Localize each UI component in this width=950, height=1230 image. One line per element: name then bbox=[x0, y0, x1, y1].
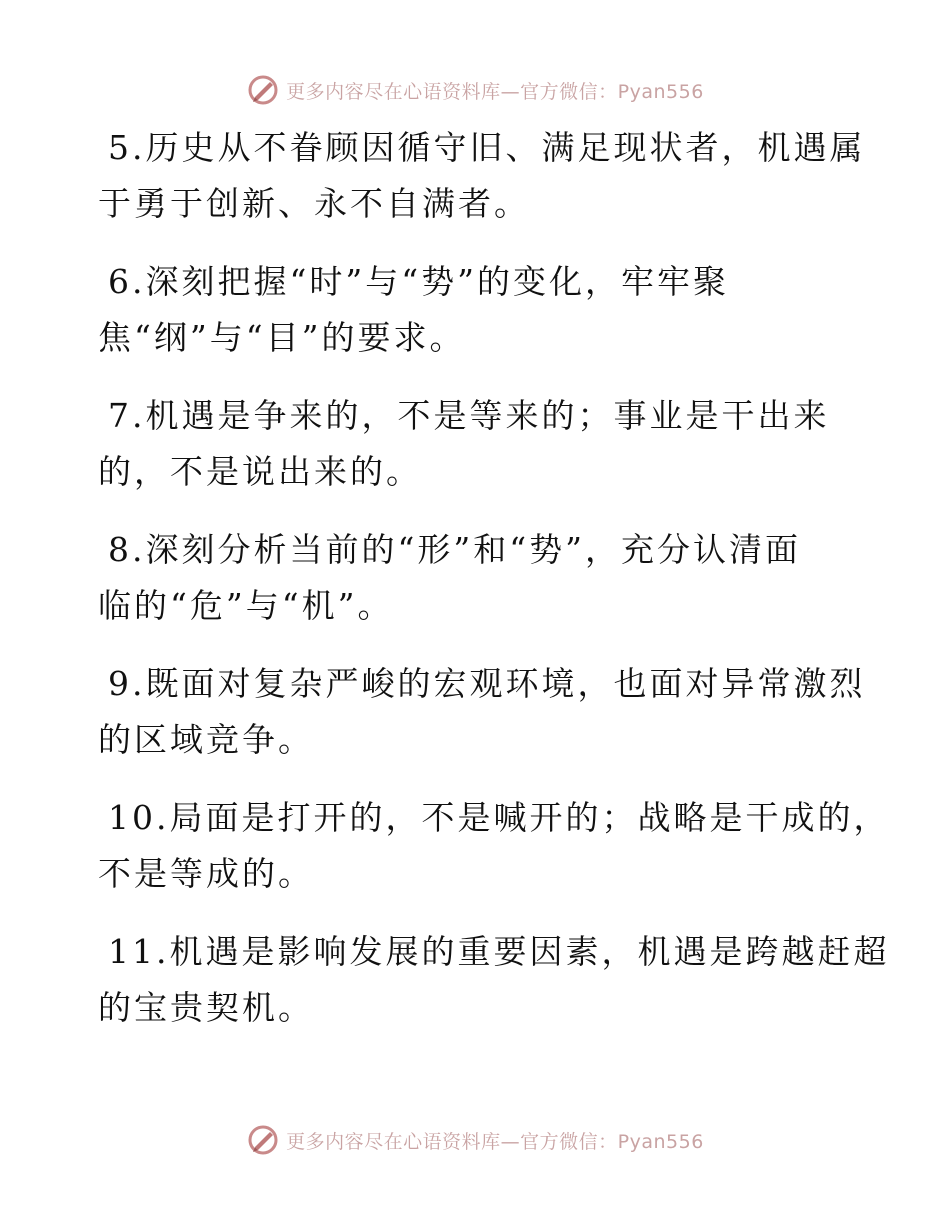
list-item bbox=[98, 120, 866, 232]
paragraph-line: 11.机遇是影响发展的重要因素，机遇是跨越赶超 bbox=[108, 932, 890, 971]
header-watermark bbox=[0, 70, 950, 110]
paragraph-line: 焦“纲”与“目”的要求。 bbox=[98, 318, 466, 357]
paragraph-line: 9.既面对复杂严峻的宏观环境，也面对异常激烈 bbox=[108, 664, 866, 703]
pen-circle-logo-icon bbox=[246, 1123, 280, 1157]
paragraph-line: 6.深刻把握“时”与“势”的变化，牢牢聚 bbox=[108, 262, 729, 301]
list-item bbox=[98, 522, 858, 634]
list-item bbox=[98, 790, 890, 902]
paragraph-line: 10.局面是打开的，不是喊开的；战略是干成的， bbox=[108, 798, 890, 837]
list-item bbox=[98, 254, 858, 366]
paragraph-line: 5.历史从不眷顾因循守旧、满足现状者，机遇属 bbox=[108, 128, 866, 167]
document-body bbox=[98, 120, 890, 1058]
paragraph-line: 于勇于创新、永不自满者。 bbox=[98, 184, 530, 223]
paragraph-line: 7.机遇是争来的，不是等来的；事业是干出来 bbox=[108, 396, 830, 435]
paragraph-line: 的，不是说出来的。 bbox=[98, 452, 422, 491]
watermark-text: 更多内容尽在心语资料库—官方微信：Pyan556 bbox=[286, 80, 704, 103]
footer-watermark bbox=[0, 1120, 950, 1160]
list-item bbox=[98, 388, 858, 500]
list-item bbox=[98, 656, 866, 768]
paragraph-line: 的区域竞争。 bbox=[98, 720, 314, 759]
paragraph-line: 临的“危”与“机”。 bbox=[98, 586, 394, 625]
pen-circle-logo-icon bbox=[246, 73, 280, 107]
paragraph-line: 不是等成的。 bbox=[98, 854, 314, 893]
watermark-text: 更多内容尽在心语资料库—官方微信：Pyan556 bbox=[286, 1130, 704, 1153]
paragraph-line: 8.深刻分析当前的“形”和“势”，充分认清面 bbox=[108, 530, 801, 569]
list-item bbox=[98, 924, 890, 1036]
paragraph-line: 的宝贵契机。 bbox=[98, 988, 314, 1027]
